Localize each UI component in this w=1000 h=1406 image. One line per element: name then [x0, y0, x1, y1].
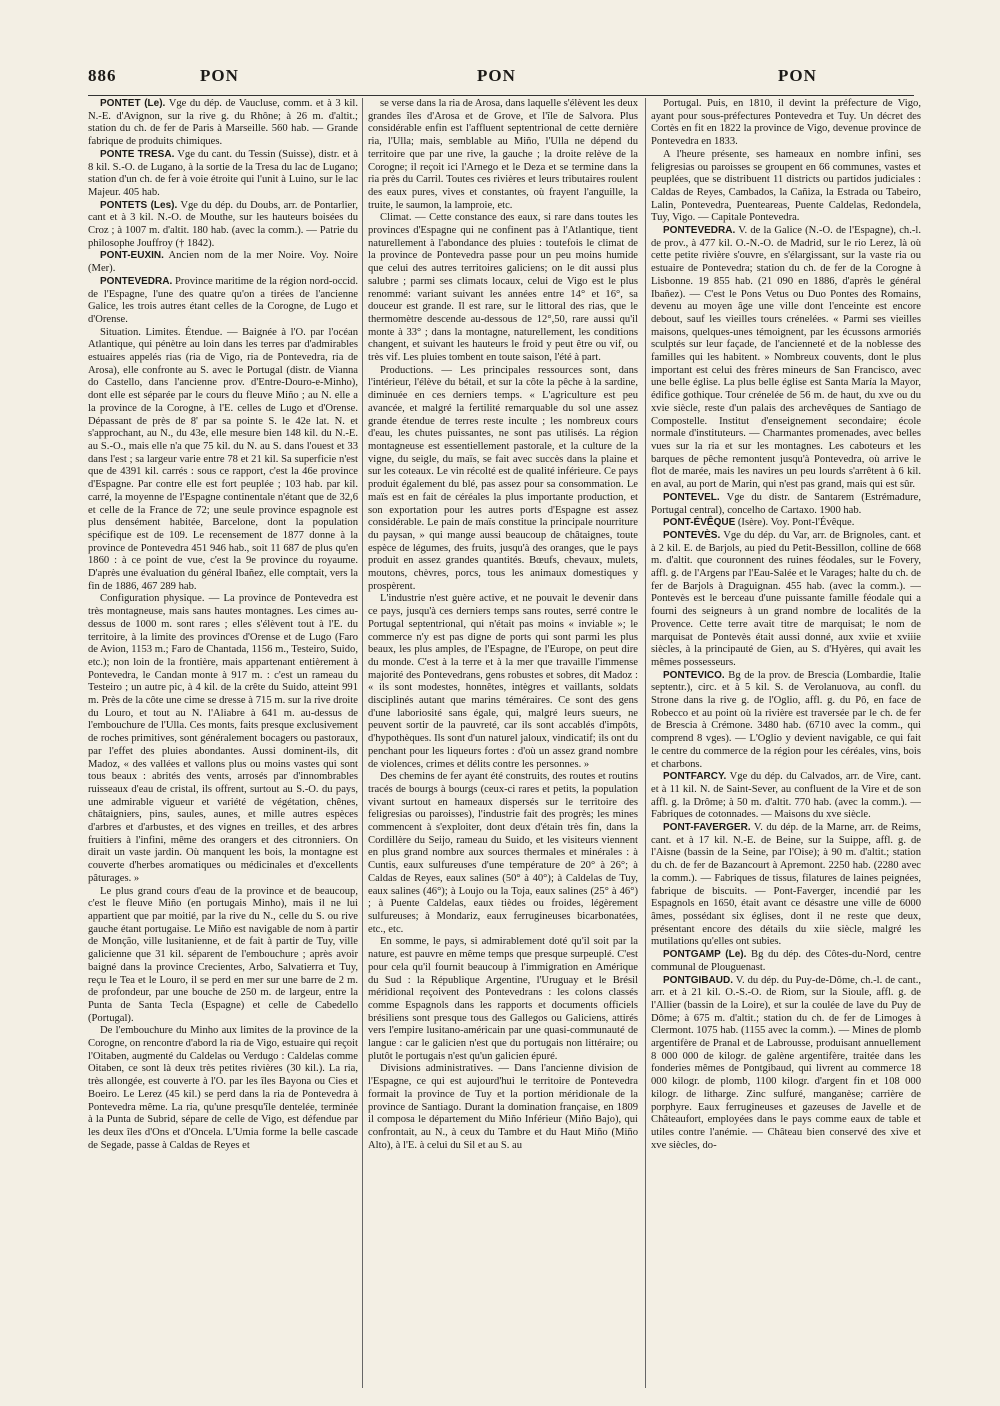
entry-text: Ancien nom de la mer Noire. Voy. Noire (Mer).	[88, 250, 358, 275]
entry-paragraph	[88, 886, 358, 1026]
dictionary-entry	[651, 822, 921, 949]
dictionary-entry	[651, 517, 921, 530]
entry-text: (Isère). Voy. Pont-l'Évêque.	[735, 517, 855, 529]
entry-text: Bg de la prov. de Brescia (Lombardie, Italie septentr.), circ. et à 5 kil. S. de Verolanuova, au confl. du Strone dans la rive g. de l'Oglio, affl. g. du Pô, en face de Robecco et au point où la rivière est traversée par le ch. de fer de Brescia à Crémone. 3480 hab. (6710 avec la comm., qui comprend 8 vges). — L'Oglio y devient navigable, ce qui fait le centre du commerce de la région pour les céréales, vins, bois et charbons.	[651, 669, 921, 770]
entry-text: se verse dans la ria de Arosa, dans laquelle s'élèvent les deux grandes îles d'Arosa et de Grove, et l'île de Salvora. Plus considérable enfin est l'affluent septentrional de cette dernière ria, l'Ulla; mais, semblable au Miño, l'Ulla ne dépend du territoire que par une rive, la gauche ; la droite relève de la Corogne; il reçoit ici l'Arnego et le Deza et se termine dans la ria près du Carril. Toutes ces rivières et leurs tributaires roulent des eaux pures, vives et constantes, où frayent l'anguille, la truite, le saumon, la lamproie, etc.	[368, 98, 638, 211]
dictionary-entry	[651, 949, 921, 974]
entry-text: Vge du dép. du Doubs, arr. de Pontarlier, cant et à 3 kil. N.-O. de Mouthe, sur les hauteurs boisées du Croz ; à 1007 m. d'altit. 180 hab. (avec la comm.). — Patrie du philosophe Jouffroy († 1842).	[88, 199, 358, 249]
entry-paragraph	[88, 593, 358, 885]
running-head-center: PON	[477, 66, 516, 85]
header-rule	[88, 95, 914, 96]
entry-headword: PONTETS (Les).	[100, 199, 178, 211]
dictionary-entry	[88, 276, 358, 327]
running-head-right: PON	[778, 66, 817, 85]
entry-text: V. de la Galice (N.-O. de l'Espagne), ch.-l. de prov., à 477 kil. O.-N.-O. de Madrid, sur le rio Lerez, là où cette petite rivière s'ouvre, en s'élargissant, sur la vaste ria ou estuaire de Pontevedra; station du ch. de fer de la Corogne à Lisbonne. 19 855 hab. (21 090 en 1886, d'après le général Ibañez). — C'est le Pons Vetus ou Duo Pontes des Romains, devenu au moyen âge une ville dont l'enceinte est encore debout, sauf les vieilles tours crénelées. « Parmi ses vieilles maisons, quelques-unes témoignent, par les écussons armoriés sculptés sur leur façade, de l'ancienneté et de la noblesse des familles qui les habitent. » Nombreux couvents, dont le plus important est celui des frères mineurs de San Francisco, avec une belle église. La plus belle église est Santa María la Mayor, édifice gothique. Tour crénelée de 56 m. de haut, du xve ou du xvie siècle, reste d'un palais des archevêques de Santiago de Compostelle. Institut d'enseignement secondaire; école normale d'instituteurs. — Charmantes promenades, avec belles vues sur la ria et sur les montagnes. Les caboteurs et les barques de pêche remontent jusqu'à Pontevedra, où arrive le flot de marée, mais les navires un peu lourds s'arrêtent à 6 kil. en aval, au port de Marin, qui n'est pas grand, mais qui est sûr.	[651, 225, 921, 491]
entry-headword: PONT-FAVERGER.	[663, 822, 751, 834]
dictionary-entry	[651, 975, 921, 1153]
dictionary-entry	[651, 492, 921, 517]
dictionary-entry	[88, 200, 358, 251]
dictionary-entry	[651, 225, 921, 492]
running-head-left: PON	[200, 66, 239, 85]
entry-text: Vge du distr. de Santarem (Estrémadure, Portugal central), concelho de Cartaxo. 1900 hab.	[651, 491, 921, 516]
entry-text: Bg du dép. des Côtes-du-Nord, centre communal de Plouguenast.	[651, 949, 921, 973]
entry-paragraph	[651, 98, 921, 149]
entry-text: Productions. — Les principales ressources sont, dans l'intérieur, l'élève du bétail, et sur la côte la pêche à la sardine, diminuée en ces derniers temps. « L'agriculture est peu avancée, et malgré la fertilité remarquable du sol une assez grande étendue de terres reste inculte ; les nombreux cours d'eau, les chutes puissantes, ne sont pas utilisés. La région montagneuse est essentiellement pastorale, et la culture de la vigne, du seigle, du maïs, se fait avec succès dans la plaine et sur les coteaux. Le vin récolté est de qualité inférieure. Ce pays produit également du blé, pas assez pour sa consommation. Le maïs est en fait de céréales la plus importante production, et son exportation pour les autres ports d'Espagne est assez considérable. Le pain de maïs constitue la principale nourriture du paysan, » qui mange aussi beaucoup de châtaignes, toute espèce de légumes, des fruits, jusqu'à des oranges, que le pays produit en assez grandes quantités. Bœufs, chevaux, mulets, moutons, chèvres, porcs, tous les animaux domestiques y prospèrent.	[368, 364, 638, 592]
page-number: 886	[88, 66, 117, 85]
entry-text: Divisions administratives. — Dans l'ancienne division de l'Espagne, ce qui est aujourd'hui le territoire de Pontevedra formait la province de Tuy et la portion méridionale de la province de Santiago. Durant la domination française, en 1809 il composa le département du Miño Inférieur (Miño Bajo), qui confrontait, au N., à ceux du Tambre et du Haut Miño (Miño Alto), à l'E. à celui du Sil et au S. au	[368, 1063, 638, 1151]
entry-text: Portugal. Puis, en 1810, il devint la préfecture de Vigo, ayant pour sous-préfectures Pontevedra et Tuy. Un décret des Cortès en fit en 1822 la province de Vigo, devenue province de Pontevedra en 1833.	[651, 98, 921, 148]
entry-text: V. du dép. du Puy-de-Dôme, ch.-l. de cant., arr. et à 21 kil. O.-S.-O. de Riom, sur la Sioule, affl. g. de l'Allier (bassin de la Loire), et sur la coulée de lave du Puy de Dôme; à 675 m. d'altit.; station du ch. de fer de Limoges à Clermont. 1075 hab. (1155 avec la comm.). — Mines de plomb argentifère de Pranal et de Labrousse, produisant annuellement 8 000 000 de kilogr. de galène argentifère, traitée dans les fonderies mêmes de Pontgibaud, qui livrent au commerce 18 000 kilogr. de plomb, 1100 kilogr. d'argent fin et 108 000 kilogr. de litharge. Zinc sulfuré, manganèse; carrière de porphyre. Eaux ferrugineuses et gazeuses de Javelle et de Châteaufort, employées dans le pays comme eaux de table et utiles contre l'anémie. — Château bien conservé des xive et xve siècles, do-	[651, 974, 921, 1151]
entry-text: L'industrie n'est guère active, et ne pouvait le devenir dans ce pays, jusqu'à ces derniers temps sans routes, serré contre le Portugal septentrional, qui n'était pas moins « inviable »; le commerce n'y est pas digne de ports qui sont parmi les plus beaux, les plus amples, de l'Espagne, de l'Europe, on peut dire du monde. C'est à la terre et à la mer que travaille l'immense majorité des Pontevedrans, gens robustes et sobres, dit Madoz : « ils sont modestes, honnêtes, intègres et vaillants, soldats disciplinés autant que marins téméraires. Ce sont des gens d'une laboriosité sans égale, qui, malgré leurs sueurs, ne peuvent sortir de la pauvreté, car ils sont accablés d'impôts, d'hypothèques. Ils sont d'un naturel jaloux, vindicatif; ils ont du penchant pour les liqueurs fortes : d'où un assez grand nombre de violences, crimes et délits contre les personnes. »	[368, 593, 638, 770]
entry-text: En somme, le pays, si admirablement doté qu'il soit par la nature, est pauvre en même temps que presque surpeuplé. C'est pour cela qu'il fournit beaucoup à l'immigration en Amérique du Sud : la République Argentine, l'Uruguay et le Brésil méridional reçoivent des Pontevedrans : les colons classés comme Espagnols dans les rapports et documents officiels brésiliens sont presque tous des Gallegos ou Galiciens, attirés vers l'empire lusitano-américain par une quasi-communauté de langue : car le galicien n'est que du portugais non littéraire; ou plutôt le portugais n'est qu'un galicien épuré.	[368, 936, 638, 1062]
entry-text: De l'embouchure du Minho aux limites de la province de la Corogne, on rencontre d'abord la ria de Vigo, estuaire qui reçoit l'Oitaben, augmenté du Caldelas ou Verdugo : Caldelas comme Oitaben, ce sont là deux très petites rivières (30 kil.). La ria, très allongée, est couverte à l'O. par les îles Bayona ou Cies et Boeiro. Le Lerez (45 kil.) se perd dans la ria de Pontevedra à Pontevedra même. La ria, qu'une presqu'île dentelée, terminée à la Punta de Subrid, sépare de celle de Vigo, est défendue par les deux îles d'Ons et d'Oncela. L'Umia forme la belle cascade de Segade, passe à Caldas de Reyes et	[88, 1025, 358, 1151]
entry-text: Situation. Limites. Étendue. — Baignée à l'O. par l'océan Atlantique, qui pénètre au loin dans les terres par d'admirables estuaires appelés rias (ria de Vigo, ria de Pontevedra, ria de Arosa), elle confronte au S. avec le Portugal (distr. de Vianna do Castello, dans l'ancienne prov. d'Entre-Douro-e-Minho), dont elle est séparée par le cours du fleuve Miño ; au N. elle a la province de la Corogne, à l'E. celles de Lugo et d'Orense. Dépassant de près de 8' par sa pointe S. le 42e lat. N. et s'approchant, au N., du 43e, elle mesure bien 148 kil. du N.-E. au S.-O., mais elle n'a que 75 kil. du N. au S. dans l'ouest et 33 dans l'est ; sa largeur varie entre 78 et 21 kil. Sa superficie n'est que de 4391 kil. carrés : sous ce rapport, c'est la 46e province d'Espagne. Par contre elle est fort peuplée ; 103 hab. par kil. carré, la moyenne de l'Espagne continentale n'étant que de 32,6 et celle de la France de 72; une seule province espagnole est plus densément habitée, Barcelone, dont la population spécifique est de 109. Le recensement de 1877 donne à la province de Pontevedra 451 946 hab., soit 11 687 de plus qu'en 1860 : à ce point de vue, c'est la 9e province du royaume. D'après une évaluation du général Ibañez, elle comptait, vers la fin de 1886, 467 289 hab.	[88, 326, 358, 592]
entry-headword: PONTEVEDRA.	[100, 275, 173, 287]
entry-headword: PONTET (Le).	[100, 98, 166, 109]
entry-text: Le plus grand cours d'eau de la province et de beaucoup, c'est le fleuve Miño (en portugais Minho), mais il ne lui appartient que par moitié, par la rive du N., celle du S. ou rive gauche étant portugaise. Le Miño est navigable de nom à partir de Monção, ville lusitanienne, et de fait à partir de Tuy, ville galicienne que 31 kil. séparent de l'embouchure ; après avoir baigné dans la province Crecientes, Arbo, Salvatierra et Tuy, reçu le Tea et le Louro, il se perd en mer sur une barre de 2 m. de profondeur, par une bouche de 250 m. de largeur, entre la Punta de Santa Tecla (Espagne) et celle de Cabedello (Portugal).	[88, 885, 358, 1024]
text-column-1	[88, 98, 358, 1388]
dictionary-entry	[88, 98, 358, 149]
text-column-2	[368, 98, 638, 1388]
entry-text: Vge du cant. du Tessin (Suisse), distr. et à 8 kil. S.-O. de Lugano, à la sortie de la Tresa du lac de Lugano; station d'un ch. de fer à voie étroite qui l'unit à Luino, sur le lac Majeur. 405 hab.	[88, 148, 358, 198]
entry-text: Des chemins de fer ayant été construits, des routes et routins tracés de bourgs à bourgs (ceux-ci rares et petits, la population vivant surtout en hameaux dispersés sur le territoire des feligresias ou paroisses), l'industrie fait des progrès; les mines commencent à s'exploiter, dont deux d'étain très fin, dans la Cordillère du Seijo, rameau du Suido, et les visiteurs viennent en plus grand nombre aux sources thermales et minérales : à Cuntis, eaux sulfureuses d'une température de 20° à 26°; à Caldas de Reyes, eaux salines (50° à 40°); à Caldelas de Tuy, eaux salines (46°); à Loujo ou la Toja, eaux salines (25° à 46°) ; à Puente Caldelas, eaux tièdes ou froides, légèrement sulfureuses; à Mondariz, eaux ferrugineuses bicarbonatées, etc., etc.	[368, 771, 638, 935]
running-header	[0, 66, 1000, 94]
entry-headword: PONTEVEDRA.	[663, 225, 736, 237]
entry-text: Climat. — Cette constance des eaux, si rare dans toutes les provinces d'Espagne qui ne confinent pas à l'Atlantique, tient naturellement à l'abondance des pluies : toutefois le climat de la province de Pontevedra passe pour un peu moins humide que celui des autres territoires galiciens; on le dit aussi plus salubre ; parmi ses climats locaux, celui de Vigo est le plus renommé: variant suivant les années entre 14° et 16°, sa douceur est grande. Il est rare, sur le littoral des rias, que le thermomètre descende au-dessous de 12°,50, rare aussi qu'il monte à 33° ; dans la montagne, naturellement, les conditions changent, et suivant les hauteurs le froid y peut être ou vif, ou très vif. Les pluies tombent en toute saison, l'été à part.	[368, 212, 638, 364]
entry-headword: PONTEVÈS.	[663, 529, 721, 541]
dictionary-entry	[88, 250, 358, 275]
column-divider	[362, 98, 363, 1388]
entry-headword: PONT-ÉVÊQUE	[663, 517, 736, 529]
entry-paragraph	[651, 149, 921, 225]
entry-paragraph	[88, 327, 358, 594]
entry-paragraph	[368, 1063, 638, 1152]
entry-paragraph	[368, 365, 638, 594]
entry-text: A l'heure présente, ses hameaux en nombre infini, ses feligresias ou paroisses se groupent en 66 communes, vastes et peuplées, que se distribuent 11 districts ou partidos judiciales : Caldas de Reyes, Cambados, la Cañiza, la Estrada ou Tabeiro, Lalin, Pontevedra, Puenteareas, Puente Caldelas, Redondela, Tuy, Vigo. — Capitale Pontevedra.	[651, 148, 921, 224]
text-column-3	[651, 98, 921, 1388]
entry-headword: PONT-EUXIN.	[100, 250, 164, 262]
column-divider	[645, 98, 646, 1388]
dictionary-entry	[651, 530, 921, 670]
entry-text: Vge du dép. du Var, arr. de Brignoles, cant. et à 2 kil. E. de Barjols, au pied du Petit-Bessillon, colline de 668 m. d'altit. que couronnent des ruines féodales, sur le Fovery, affl. g. de l'Argens par l'Eau-Salée et le Varages; halte du ch. de fer de Barjols à Draguignan. 455 hab. (avec la comm.). — Pontevès est le berceau d'une puissante famille féodale qui a fourni des seigneurs à un grand nombre de localités de la Provence. Cette terre avait titre de marquisat; le nom de marquisat de Pontevès était aussi donné, aux xviie et xviiie siècles, à la principauté de Gien, au S. d'Hyères, qui avait les mêmes possesseurs.	[651, 529, 921, 668]
entry-headword: PONTGAMP (Le).	[663, 949, 747, 961]
entry-paragraph	[368, 936, 638, 1063]
entry-headword: PONTE TRESA.	[100, 148, 175, 160]
entry-paragraph	[88, 1025, 358, 1152]
entry-text: Vge du dép. du Calvados, arr. de Vire, cant. et à 11 kil. N. de Saint-Sever, au confluent de la Vire et de son affl. g. la Drôme; à 50 m. d'altit. 770 hab. (avec la comm.). — Fabriques de cotonnades. — Maisons du xve siècle.	[651, 771, 921, 821]
entry-paragraph	[368, 771, 638, 936]
entry-paragraph	[368, 212, 638, 364]
entry-text: Province maritime de la région nord-occid. de l'Espagne, l'une des quatre qu'on a tirées de l'ancienne Galice, les trois autres étant celles de la Corogne, de Lugo et d'Orense.	[88, 275, 358, 325]
dictionary-entry	[88, 149, 358, 200]
entry-paragraph	[368, 98, 638, 212]
entry-headword: PONTFARCY.	[663, 771, 727, 783]
entry-paragraph	[368, 593, 638, 771]
entry-headword: PONTGIBAUD.	[663, 974, 733, 986]
entry-text: V. du dép. de la Marne, arr. de Reims, cant. et à 17 kil. N.-E. de Beine, sur la Suippe, affl. g. de l'Aisne (bassin de la Seine, par l'Oise); à 90 m. d'altit.; station du ch. de fer de Bazancourt à Apremont. 2250 hab. (2280 avec la comm.). — Fabriques de tissus, filatures de laines peignées, fabrique de biscuits. — Pont-Faverger, incendié par les Espagnols en 1650, était avant ce désastre une ville de 6000 âmes, possédant six églises, dont il ne reste que deux, présentant encore des détails du xiie siècle, malgré les mutilations qu'elles ont subies.	[651, 822, 921, 948]
entry-text: Vge du dép. de Vaucluse, comm. et à 3 kil. N.-E. d'Avignon, sur la rive g. du Rhône; à 26 m. d'altit.; station du ch. de fer de Paris à Marseille. 560 hab. — Grande fabrique de produits chimiques.	[88, 98, 358, 148]
entry-text: Configuration physique. — La province de Pontevedra est très montagneuse, mais sans hautes montagnes. Les cimes au-dessus de 1000 m. sont rares ; elles s'élèvent tout à l'E. du territoire, à la limite des provinces d'Orense et de Lugo (Faro de Avion, 1153 m.; Faro de Chantada, 1156 m., Testeiro, Suido, etc.); non loin de la frontière, mais appartenant entièrement à Pontevedra, le Candan monte à 917 m. : c'est un rameau du Testeiro ; un autre pic, à 4 kil. de la crête du Suido, atteint 991 m. Près de la côte une cime se dresse à 715 m. sur la rive droite du Louro, et tout au N. l'Aliabre à 641 m. au-dessus de l'embouchure de l'Ulla. Ces monts, faits presque exclusivement de roches primitives, sont généralement bocagers ou pastoraux, par l'effet des pluies abondantes. Aussi dominent-ils, dit Madoz, « des vallées et vallons plus ou moins vastes qui sont tous beaux : abrités des vents, arrosés par d'innombrables ruisseaux d'eau de cristal, ils offrent, surtout au S.-O. du pays, une admirable vigueur et variété de végétation, chênes, châtaigniers, pins, saules, aunes, et mille autres espèces d'arbres et d'arbustes, et des vignes en treilles, et des arbres fruitiers à l'infini, même des orangers et des citronniers. On dirait un vaste jardin. Où manquent les bois, la montagne est couverte d'herbes aromatiques ou médicinales et d'excellents pâturages. »	[88, 593, 358, 884]
entry-headword: PONTEVEL.	[663, 491, 720, 503]
dictionary-entry	[651, 771, 921, 822]
entry-headword: PONTEVICO.	[663, 669, 725, 681]
dictionary-entry	[651, 670, 921, 772]
